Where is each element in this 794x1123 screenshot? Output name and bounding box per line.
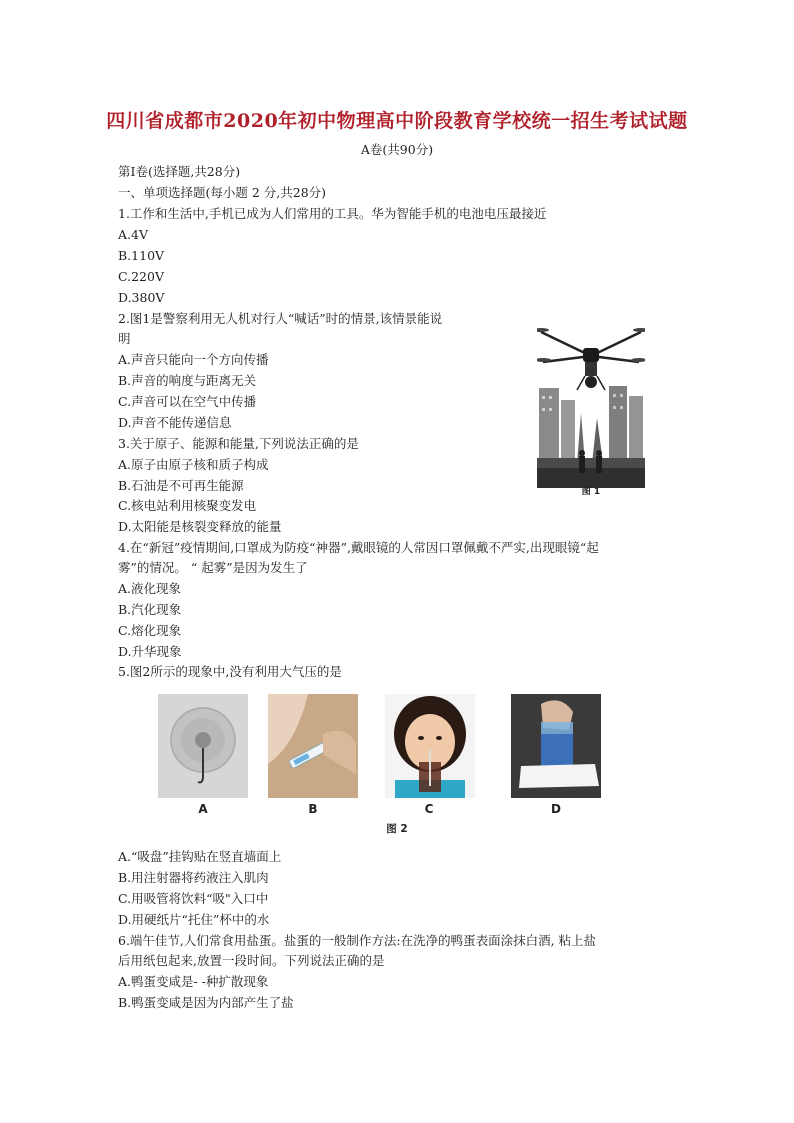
figure-2-caption: 图 2 — [386, 823, 408, 835]
q5-option-a: A.“吸盘”挂钩贴在竖直墙面上 — [118, 849, 282, 864]
q2-option-b: B.声音的响度与距离无关 — [118, 373, 257, 388]
figure-2d-paper-cup — [511, 694, 601, 798]
question-2-stem-cont: 明 — [118, 331, 131, 346]
q5-option-c: C.用吸管将饮料“吸"入口中 — [118, 891, 269, 906]
q2-option-c: C.声音可以在空气中传播 — [118, 394, 257, 409]
q3-option-c: C.核电站利用核聚变发电 — [118, 498, 257, 513]
q1-option-c: C.220V — [118, 269, 164, 284]
figure-2a-label: A — [198, 802, 208, 816]
question-2-stem: 2.图1是警察利用无人机对行人“喊话”时的情景,该情景能说 — [118, 311, 443, 326]
figure-2a-suction-cup — [158, 694, 248, 798]
figure-1-caption: 图 1 — [581, 487, 601, 497]
q3-option-b: B.石油是不可再生能源 — [118, 478, 244, 493]
figure-1-drone-photo — [537, 318, 645, 500]
q5-option-d: D.用硬纸片“托住”杯中的水 — [118, 912, 270, 927]
question-4-stem: 4.在“新冠”疫情期间,口罩成为防疫“神器”,戴眼镜的人常因口罩佩戴不严实,出现眼镜“起 — [118, 540, 599, 555]
figure-2c-label: C — [424, 802, 434, 816]
question-4-stem-cont: 雾”的情况。 “ 起雾”是因为发生了 — [118, 560, 308, 575]
section-a-heading: A卷(共90分) — [360, 142, 434, 157]
q2-option-a: A.声音只能向一个方向传播 — [118, 352, 269, 367]
question-5-stem: 5.图2所示的现象中,没有利用大气压的是 — [118, 664, 342, 679]
q3-option-a: A.原子由原子核和质子构成 — [118, 457, 269, 472]
question-3-stem: 3.关于原子、能源和能量,下列说法正确的是 — [118, 436, 359, 451]
part-heading: 一、单项选择题(每小题 2 分,共28分) — [118, 185, 327, 200]
question-1-stem: 1.工作和生活中,手机已成为人们常用的工具。华为智能手机的电池电压最接近 — [118, 206, 547, 221]
q1-option-d: D.380V — [118, 290, 165, 305]
figure-2b-injection — [268, 694, 358, 798]
q1-option-a: A.4V — [118, 227, 148, 242]
q1-option-b: B.110V — [118, 248, 165, 263]
q6-option-b: B.鸭蛋变咸是因为内部产生了盐 — [118, 995, 294, 1010]
page-title: 四川省成都市2020年初中物理高中阶段教育学校统一招生考试试题 — [106, 110, 688, 132]
q6-option-a: A.鸭蛋变咸是- -种扩散现象 — [118, 974, 269, 989]
q4-option-b: B.汽化现象 — [118, 602, 182, 617]
q5-option-b: B.用注射器将药液注入肌肉 — [118, 870, 269, 885]
figure-2b-label: B — [308, 802, 318, 816]
q4-option-a: A.液化现象 — [118, 581, 182, 596]
question-6-stem: 6.端午佳节,人们常食用盐蛋。盐蛋的一般制作方法:在洗净的鸭蛋表面涂抹白酒, 粘上盐 — [118, 933, 597, 948]
q4-option-d: D.升华现象 — [118, 644, 182, 659]
q2-option-d: D.声音不能传递信息 — [118, 415, 232, 430]
question-6-stem-cont: 后用纸包起来,放置一段时间。下列说法正确的是 — [118, 953, 385, 968]
q3-option-d: D.太阳能是核裂变释放的能量 — [118, 519, 282, 534]
q4-option-c: C.熔化现象 — [118, 623, 182, 638]
volume-heading: 第Ⅰ卷(选择题,共28分) — [118, 164, 241, 179]
figure-2c-straw-drinking — [385, 694, 475, 798]
figure-2d-label: D — [551, 802, 561, 816]
